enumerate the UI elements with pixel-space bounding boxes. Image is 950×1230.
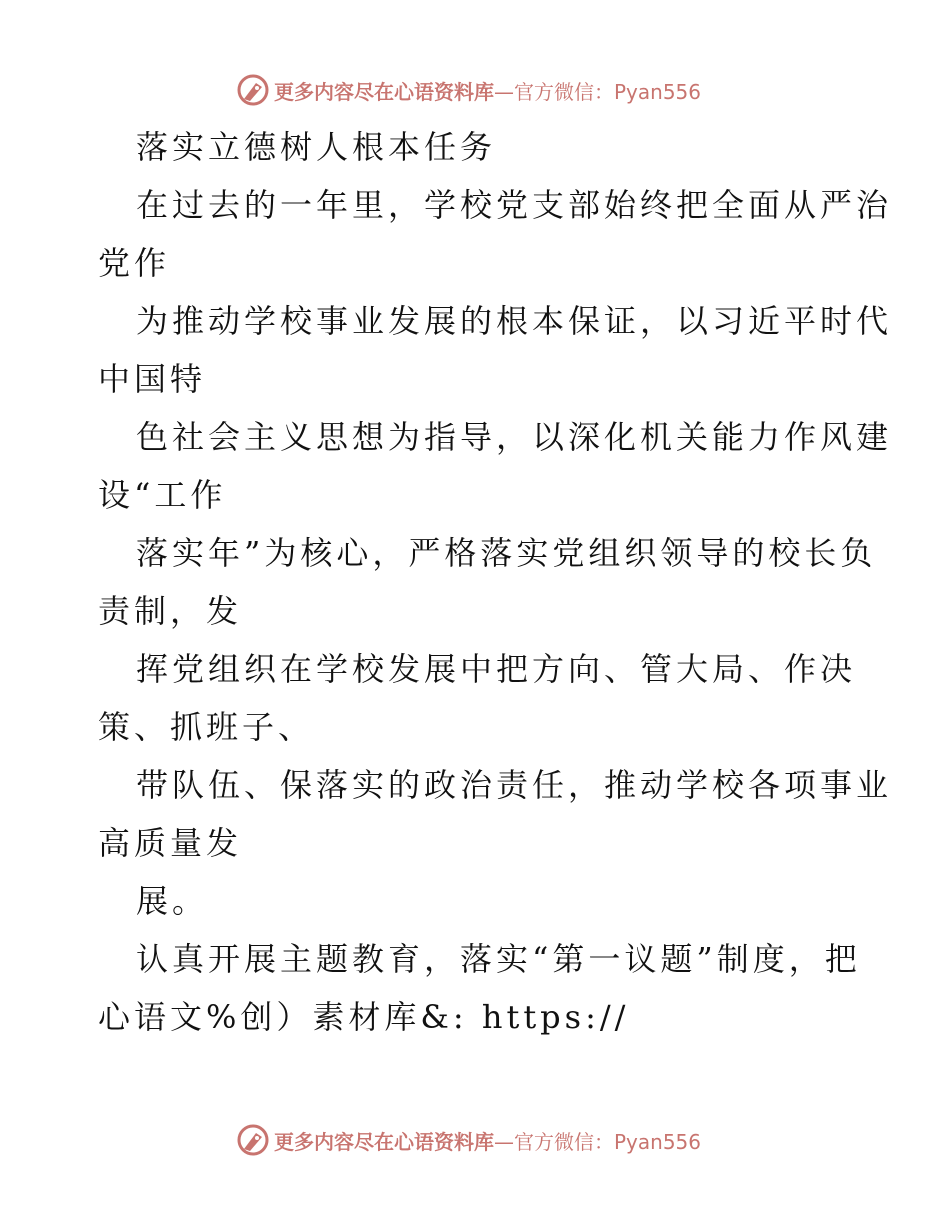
header-banner-sub: —官方微信：Pyan556	[494, 79, 702, 104]
text-line: 落实立德树人根本任务	[136, 128, 497, 166]
header-banner	[236, 72, 701, 108]
text-line: 设“工作	[98, 476, 227, 514]
text-line: 责制，发	[98, 592, 243, 630]
text-line: 策、抓班子、	[98, 708, 315, 746]
text-line: 党作	[98, 244, 171, 282]
footer-banner-main: 更多内容尽在心语资料库	[274, 1129, 494, 1154]
text-line: 落实年”为核心，严格落实党组织领导的校长负	[136, 534, 877, 572]
text-line: 在过去的一年里，学校党支部始终把全面从严治	[136, 186, 893, 224]
text-line: 中国特	[98, 360, 207, 398]
text-line: 心语文%创）素材库&: https://	[98, 998, 630, 1036]
text-line: 高质量发	[98, 824, 243, 862]
pen-nib-seal-icon	[236, 73, 270, 107]
pen-nib-seal-icon	[236, 1123, 270, 1157]
text-line: 展。	[136, 882, 209, 920]
text-line: 带队伍、保落实的政治责任，推动学校各项事业	[136, 766, 893, 804]
text-line: 色社会主义思想为指导，以深化机关能力作风建	[136, 418, 893, 456]
text-line: 认真开展主题教育，落实“第一议题”制度，把	[136, 940, 861, 978]
text-line: 为推动学校事业发展的根本保证，以习近平时代	[136, 302, 893, 340]
text-line: 挥党组织在学校发展中把方向、管大局、作决	[136, 650, 857, 688]
footer-banner-sub: —官方微信：Pyan556	[494, 1129, 702, 1154]
footer-banner	[236, 1122, 701, 1158]
header-banner-main: 更多内容尽在心语资料库	[274, 79, 494, 104]
document-body	[98, 118, 893, 1046]
